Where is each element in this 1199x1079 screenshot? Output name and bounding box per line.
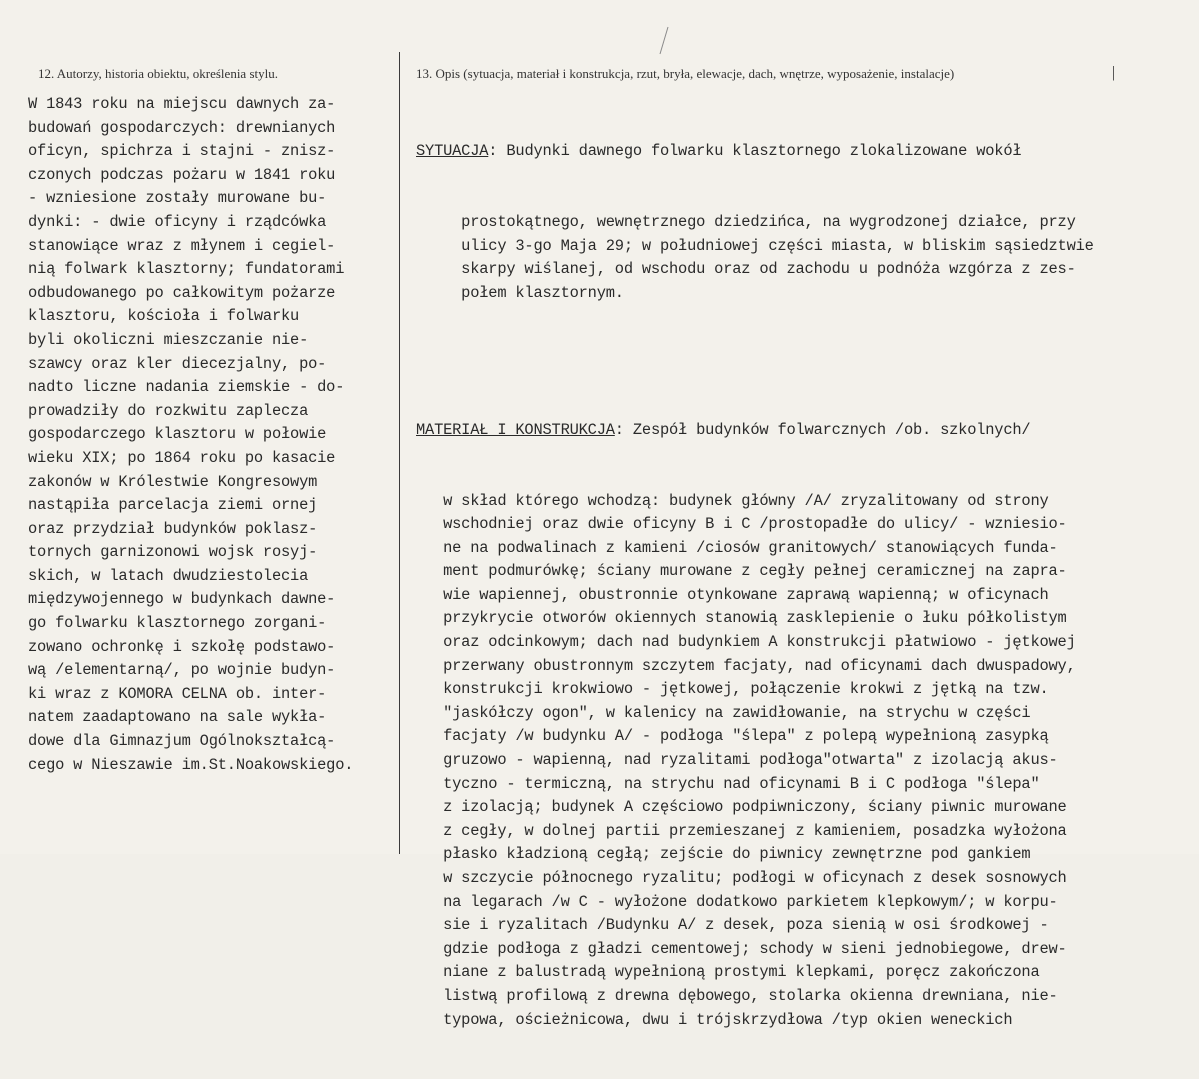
history-text-line: szawcy oraz kler diecezjalny, po-: [28, 354, 327, 373]
history-text-line: zowano ochronkę i szkołę podstawo-: [28, 637, 336, 656]
material-text-line: typowa, ościeżnicowa, dwu i trójskrzydłowa /typ okien weneckich: [416, 1010, 1013, 1029]
column-divider: [399, 52, 400, 854]
history-text-line: ki wraz z KOMORA CELNA ob. inter-: [28, 684, 327, 703]
material-text-line: konstrukcji krokwiowo - jętkowej, połączenie krokwi z jętką na tzw.: [416, 680, 1049, 699]
history-text-line: skich, w latach dwudziestolecia: [28, 566, 309, 585]
history-text-line: nadto liczne nadania ziemskie - do-: [28, 378, 345, 397]
sytuacja-first-line: [416, 140, 1191, 164]
material-text-line: listwą profilową z drewna dębowego, stolarka okienna drewniana, nie-: [416, 986, 1058, 1005]
sytuacja-label: SYTUACJA: [416, 142, 489, 161]
sytuacja-text-line: ulicy 3-go Maja 29; w południowej części miasta, w bliskim sąsiedztwie: [416, 236, 1094, 255]
history-text-line: gospodarczego klasztoru w połowie: [28, 425, 327, 444]
history-text-line: dynki: - dwie oficyny i rządcówka: [28, 212, 327, 231]
material-text-line: sie i ryzalitach /Budynku A/ z desek, poza sienią w osi środkowej -: [416, 916, 1049, 935]
description-text: [416, 93, 1191, 1079]
sytuacja-text-line: prostokątnego, wewnętrznego dziedzińca, na wygrodzonej działce, przy: [416, 212, 1076, 231]
history-text-line: - wzniesione zostały murowane bu-: [28, 189, 327, 208]
history-text-line: budowań gospodarczych: drewnianych: [28, 118, 336, 137]
history-text-line: zakonów w Królestwie Kongresowym: [28, 472, 318, 491]
material-text-line: na legarach /w C - wyłożone dodatkowo parkietem klepkowym/; w korpu-: [416, 892, 1058, 911]
material-text-line: wschodniej oraz dwie oficyny B i C /prostopadłe do ulicy/ - wzniesio-: [416, 515, 1067, 534]
material-text-line: ment podmurówkę; ściany murowane z cegły pełnej ceramicznej na zapra-: [416, 562, 1067, 581]
paragraph-gap: [416, 353, 1191, 372]
history-text-line: czonych podczas pożaru w 1841 roku: [28, 165, 336, 184]
material-text-line: ne na podwalinach z kamieni /ciosów granitowych/ stanowiących funda-: [416, 538, 1058, 557]
material-text-line: w szczycie północnego ryzalitu; podłogi w oficynach z desek sosnowych: [416, 869, 1067, 887]
history-text-line: oraz przydział budynków poklasz-: [28, 519, 318, 538]
sytuacja-text-line: połem klasztornym.: [416, 283, 624, 302]
history-text-line: prowadziły do rozkwitu zaplecza: [28, 401, 309, 420]
history-text-line: byli okoliczni mieszczanie nie-: [28, 330, 309, 349]
history-text: [28, 93, 398, 777]
header-mark: |: [1112, 64, 1116, 81]
material-text-line: z izolacją; budynek A częściowo podpiwniczony, ściany piwnic murowane: [416, 798, 1067, 817]
material-text-line: wie wapiennej, obustronnie otynkowane zaprawą wapienną; w oficynach: [416, 585, 1049, 604]
history-text-line: oficyn, spichrza i stajni - znisz-: [28, 142, 336, 161]
sytuacja-first-line-text: : Budynki dawnego folwarku klasztornego zlokalizowane wokół: [488, 142, 1022, 161]
material-text-line: płasko kładzioną cegłą; zejście do piwnicy zewnętrzne pod gankiem: [416, 845, 1031, 864]
history-text-line: międzywojennego w budynkach dawne-: [28, 590, 336, 609]
material-text-line: "jaskółczy ogon", w kalenicy na zawidłowanie, na strychu w części: [416, 703, 1031, 722]
material-first-line-text: : Zespół budynków folwarcznych /ob. szkolnych/: [614, 420, 1031, 439]
material-text-line: w skład którego wchodzą: budynek główny /A/ zryzalitowany od strony: [416, 491, 1049, 510]
history-text-line: wieku XIX; po 1864 roku po kasacie: [28, 448, 336, 467]
history-text-line: W 1843 roku na miejscu dawnych za-: [28, 95, 336, 113]
material-first-line: [416, 419, 1191, 443]
history-text-line: odbudowanego po całkowitym pożarze: [28, 283, 336, 302]
pencil-mark: [656, 26, 670, 56]
material-text-line: przykrycie otworów okiennych stanowią zasklepienie o łuku półkolistym: [416, 609, 1067, 628]
material-text-line: oraz odcinkowym; dach nad budynkiem A konstrukcji płatwiowo - jętkowej: [416, 633, 1076, 652]
material-text-line: przerwany obustronnym szczytem facjaty, nad oficynami dach dwuspadowy,: [416, 656, 1076, 675]
history-text-line: cego w Nieszawie im.St.Noakowskiego.: [28, 755, 354, 774]
left-column-header: 12. Autorzy, historia obiektu, określenia stylu.: [38, 66, 278, 81]
history-text-line: nastąpiła parcelacja ziemi ornej: [28, 496, 318, 515]
material-text-line: gruzowo - wapienną, nad ryzalitami podłoga"otwarta" z izolacją akus-: [416, 751, 1058, 770]
history-text-line: dowe dla Gimnazjum Ogólnokształcą-: [28, 732, 336, 751]
history-text-line: natem zaadaptowano na sale wykła-: [28, 708, 327, 727]
material-text-line: facjaty /w budynku A/ - podłoga "ślepa" z polepą wypełnioną zasypką: [416, 727, 1049, 746]
material-text-line: gdzie podłoga z gładzi cementowej; schody w sieni jednobiegowe, drew-: [416, 939, 1067, 958]
material-text-line: z cegły, w dolnej partii przemieszanej z kamieniem, posadzka wyłożona: [416, 821, 1067, 840]
material-text-line: tyczno - termiczną, na strychu nad oficynami B i C podłoga "ślepa": [416, 774, 1040, 793]
material-label: MATERIAŁ I KONSTRUKCJA: [416, 420, 615, 439]
history-text-line: nią folwark klasztorny; fundatorami: [28, 260, 345, 279]
history-text-line: klasztoru, kościoła i folwarku: [28, 307, 300, 326]
history-text-line: go folwarku klasztornego zorgani-: [28, 614, 327, 633]
history-text-line: stanowiące wraz z młynem i cegiel-: [28, 236, 336, 255]
sytuacja-text-line: skarpy wiślanej, od wschodu oraz od zachodu u podnóża wzgórza z zes-: [416, 260, 1076, 279]
history-text-line: tornych garnizonowi wojsk rosyj-: [28, 543, 318, 562]
history-text-line: wą /elementarną/, po wojnie budyn-: [28, 661, 336, 680]
right-column-header: 13. Opis (sytuacja, materiał i konstrukcja, rzut, bryła, elewacje, dach, wnętrze, wyposażenie, instalacje): [416, 66, 955, 81]
material-paragraph: [416, 490, 1191, 1033]
sytuacja-paragraph: [416, 211, 1191, 305]
material-text-line: niane z balustradą wypełnioną prostymi klepkami, poręcz zakończona: [416, 963, 1040, 982]
